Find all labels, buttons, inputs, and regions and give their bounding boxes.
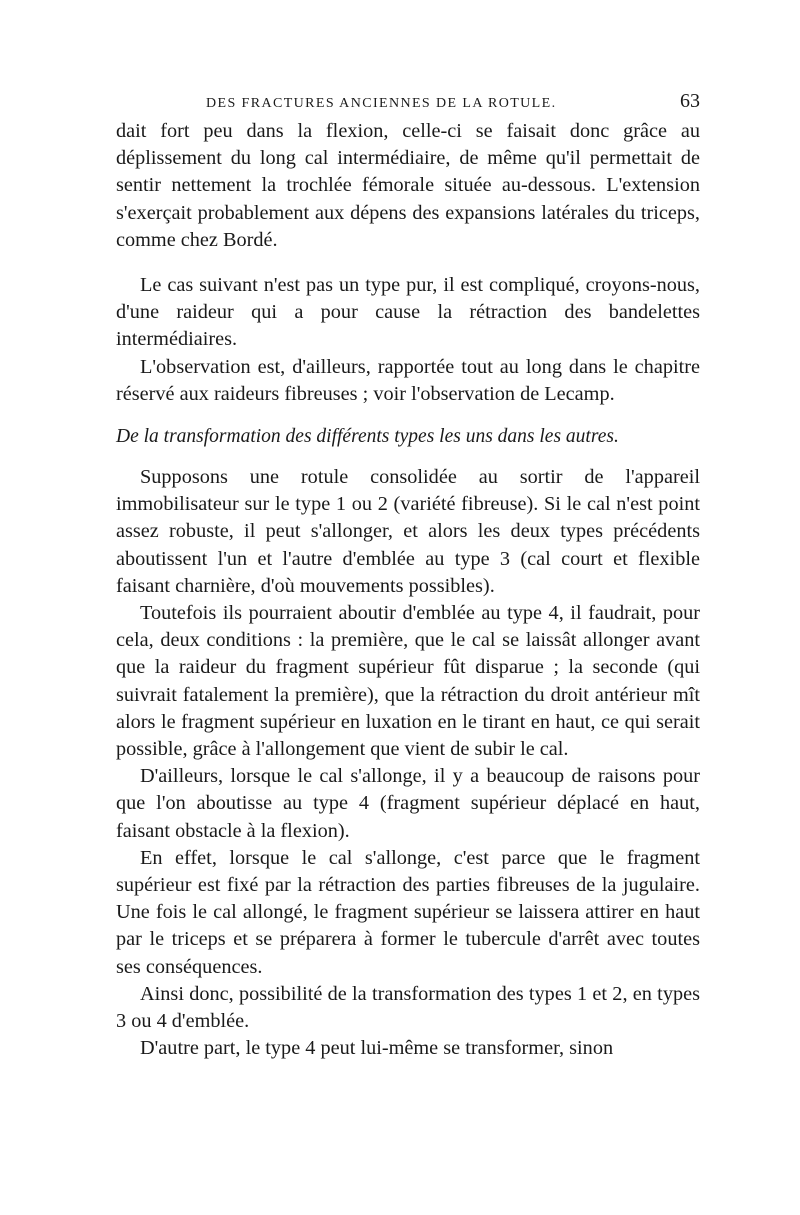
paragraph: L'observation est, d'ailleurs, rapportée tout au long dans le chapitre réservé aux raideurs fibreuses ; voir l'observation de Lecamp. xyxy=(116,355,700,405)
paragraph-continued: dait fort peu dans la flexion, celle-ci se faisait donc grâce au déplissement du long cal intermédiaire, de même qu'il permettait de sentir nettement la trochlée fémorale située au-dessous. L'extension s'exerçait probablement aux dépens des expansions latérales du triceps, comme chez Bordé. xyxy=(116,120,700,251)
paragraph: Toutefois ils pourraient aboutir d'emblée au type 4, il faudrait, pour cela, deux conditions : la première, que le cal se laissât allonger avant que la raideur du fragment supérieur fût disparue ; la seconde (qui suivrait fatalement la première), que la rétraction du droit antérieur mît alors le fragment supérieur en luxation en le tirant en haut, ce qui serait possible, grâce à l'allongement que vient de subir le cal. xyxy=(116,602,700,761)
paragraph: Supposons une rotule consolidée au sortir de l'appareil immobilisateur sur le type 1 ou 2 (variété fibreuse). Si le cal n'est point assez robuste, il peut s'allonger, et alors les deux types précédents aboutissent l'un et l'autre d'emblée au type 3 (cal court et flexible faisant charnière, d'où mouvements possibles). xyxy=(116,466,700,597)
paragraph: Le cas suivant n'est pas un type pur, il est compliqué, croyons-nous, d'une raideur qui a pour cause la rétraction des bandelettes intermédiaires. xyxy=(116,274,700,351)
running-head xyxy=(116,88,700,118)
body-text xyxy=(116,118,700,1063)
section-heading: De la transformation des différents types les uns dans les autres. xyxy=(116,426,619,448)
page-number: 63 xyxy=(680,90,700,112)
paragraph-last: D'autre part, le type 4 peut lui-même se transformer, sinon xyxy=(140,1037,614,1060)
paragraph: D'ailleurs, lorsque le cal s'allonge, il y a beaucoup de raisons pour que l'on aboutisse au type 4 (fragment supérieur déplacé en haut, faisant obstacle à la flexion). xyxy=(116,765,700,842)
book-page xyxy=(116,88,700,1063)
paragraph: Ainsi donc, possibilité de la transformation des types 1 et 2, en types 3 ou 4 d'emblée. xyxy=(116,982,700,1033)
running-title: DES FRACTURES ANCIENNES DE LA ROTULE. xyxy=(206,96,557,111)
paragraph: En effet, lorsque le cal s'allonge, c'est parce que le fragment supérieur est fixé par la rétraction des parties fibreuses de la jugulaire. Une fois le cal allongé, le fragment supérieur se laissera attirer en haut par le triceps et se préparera à former le tubercule d'arrêt avec toutes ses conséquences. xyxy=(116,846,700,978)
